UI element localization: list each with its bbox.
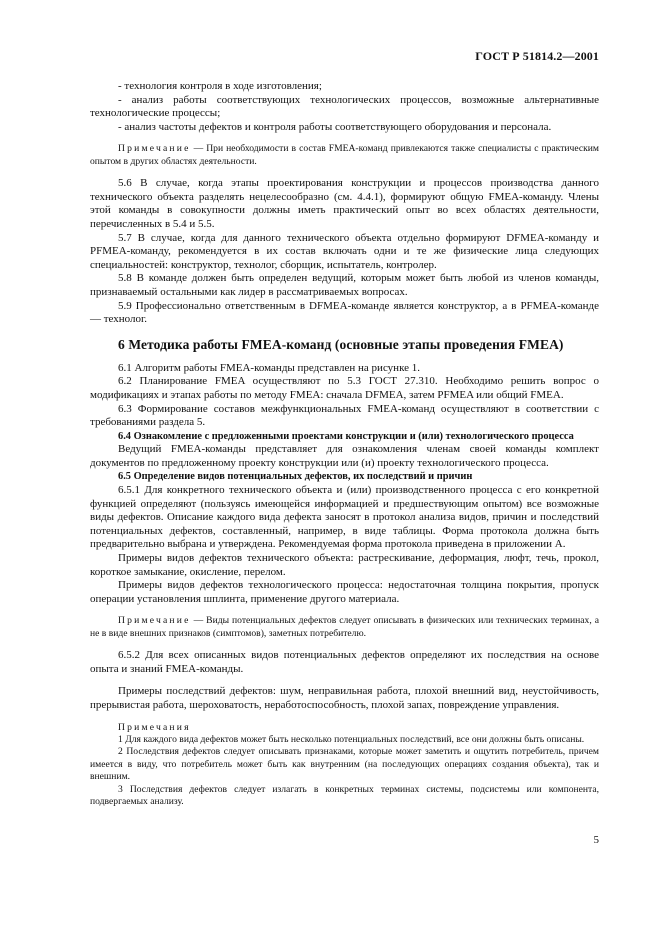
paragraph-5-8: 5.8 В команде должен быть определен ведущий, которым может быть любой из членов команды, признаваемый остальными как лидер в рассматриваемых вопросах.	[90, 272, 599, 298]
spacer	[90, 134, 599, 143]
document-header: ГОСТ Р 51814.2—2001	[475, 49, 599, 63]
note-text: — При необходимости в состав FMEA-команд привлекаются также специалисты с практическим опытом в других областях деятельности.	[90, 143, 599, 167]
list-item: - анализ работы соответствующих технологических процессов, возможные альтернативные технологические процессы;	[90, 93, 599, 120]
section-heading: 6 Методика работы FMEA-команд (основные этапы проведения FMEA)	[118, 336, 564, 352]
paragraph-examples-process: Примеры видов дефектов технологического процесса: недостаточная толщина покрытия, пропуск операции установления шплинта, применение другого материала.	[90, 579, 599, 605]
spacer	[90, 640, 599, 649]
note-label: Примечание	[118, 143, 191, 155]
list-item: - анализ частоты дефектов и контроля работы соответствующего оборудования и персонала.	[118, 120, 552, 133]
paragraph-effects-examples: Примеры последствий дефектов: шум, неправильная работа, плохой внешний вид, неустойчивость, прерывистая работа, шероховатость, неработоспособность, плохой запах, повреждение управления.	[90, 685, 599, 711]
list-item: - технология контроля в ходе изготовления;	[118, 80, 322, 92]
note-item-2: 2 Последствия дефектов следует описывать признаками, которые может заметить и ощутить потребитель, причем имеется в виду, что потребитель может быть как внутренним (на последующих операциях создания объекта), так и внешним.	[90, 746, 599, 783]
spacer	[90, 168, 599, 177]
spacer	[90, 676, 599, 685]
paragraph-5-9: 5.9 Профессионально ответственным в DFMEA-команде является конструктор, а в PFMEA-команде — технолог.	[90, 299, 599, 326]
page-number: 5	[593, 834, 599, 847]
paragraph-6-5-1: 6.5.1 Для конкретного технического объекта и (или) производственного процесса с его конкретной функцией определяют (пользуясь имеющейся информацией и предшествующим опытом) все возможные виды дефектов. Описание каждого вида дефекта заносят в протокол анализа видов, причин и последствий потенциальных дефектов, составленный, например, в виде таблицы. Форма протокола должна быть предварительно выбрана и утверждена. Рекомендуемая форма протокола приведена в приложении А.	[90, 484, 599, 551]
note-item-3: 3 Последствия дефектов следует излагать в конкретных терминах системы, подсистемы или компонента, подвергаемых анализу.	[90, 783, 599, 808]
note	[90, 143, 599, 168]
note	[90, 615, 599, 640]
document-body	[90, 80, 599, 808]
spacer	[90, 713, 599, 722]
spacer	[90, 606, 599, 615]
note-label: Примечание	[118, 615, 191, 627]
spacer	[90, 353, 599, 362]
paragraph-examples-object: Примеры видов дефектов технического объекта: растрескивание, деформация, люфт, течь, прокол, короткое замыкание, окисление, перелом.	[90, 552, 599, 578]
subsection-heading-6-4: 6.4 Ознакомление с предложенными проектами конструкции и (или) технологического процесса	[118, 430, 574, 442]
subsection-heading-6-5: 6.5 Определение видов потенциальных дефектов, их последствий и причин	[118, 471, 473, 483]
paragraph-6-3: 6.3 Формирование составов межфункциональных FMEA-команд осуществляют в соответствии с требованиями раздела 5.	[90, 402, 599, 429]
note-text: — Виды потенциальных дефектов следует описывать в физических или технических терминах, а не в виде внешних признаков (симптомов), заметных потребителю.	[90, 615, 599, 639]
paragraph-6-1: 6.1 Алгоритм работы FMEA-команды представлен на рисунке 1.	[118, 361, 421, 374]
paragraph-6-5-2: 6.5.2 Для всех описанных видов потенциальных дефектов определяют их последствия на основе опыта и знаний FMEA-команды.	[90, 649, 599, 675]
note-item-1: 1 Для каждого вида дефектов может быть несколько потенциальных последствий, все они должны быть описаны.	[118, 734, 585, 745]
paragraph-5-6: 5.6 В случае, когда этапы проектирования конструкции и процессов производства данного технического объекта разделять нецелесообразно (см. 4.4.1), формируют общую FMEA-команду. Члены этой команды в совокупности должны иметь практический опыт во всех областях деятельности, перечисленных в 5.4 и 5.5.	[90, 177, 599, 230]
notes-label: Примечания	[118, 721, 191, 733]
spacer	[90, 327, 599, 336]
paragraph-6-2: 6.2 Планирование FMEA осуществляют по 5.3 ГОСТ 27.310. Необходимо решить вопрос о модификациях и этапах работы по методу FMEA: сначала DFMEA, затем PFMEA или общий FMEA.	[90, 375, 599, 401]
paragraph-6-4-body: Ведущий FMEA-команды представляет для ознакомления членам своей команды комплект документов по предложенному проекту конструкции или (и) проекту технологического процесса.	[90, 443, 599, 469]
paragraph-5-7: 5.7 В случае, когда для данного технического объекта отдельно формируют DFMEA-команду и PFMEA-команду, рекомендуется в их состав включать одни и те же физические лица следующих специальностей: конструктор, технолог, сборщик, испытатель, контролер.	[90, 231, 599, 271]
